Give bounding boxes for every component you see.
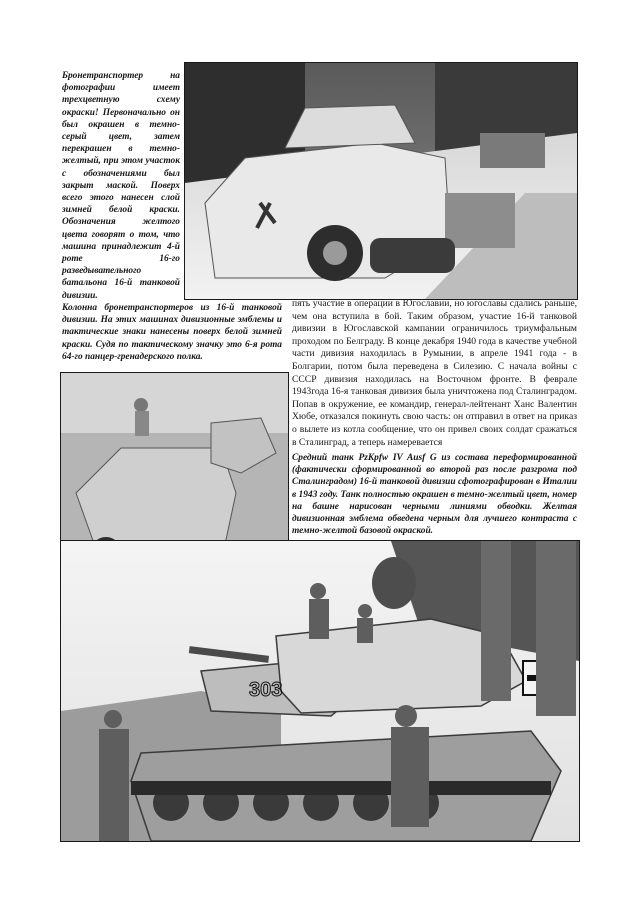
caption-column-photo: Колонна бронетранспортеров из 16-й танковой дивизии. На этих машинах дивизионные эмблемы и тактические знаки нанесены поверх белой зимней краски. Судя по тактическому значку это 6-я рота 64-го панцер-гренадерского полка. [62, 303, 282, 362]
photo-panzer-iv [60, 540, 580, 842]
caption-top-photo: Бронетранспортер на фотографии имеет трехцветную схему окраски! Первоначально он был окрашен в темно-серый цвет, затем перекрашен в темно-желтый, при этом участок с обозначениями был закрыт маской. Поверх всего этого нанесен слой зимней белой краски. Обозначения желтого цвета говорят о том, что машина принадлежит 4-й роте 16-го разведывательного батальона 16-й танковой дивизии. [62, 71, 180, 301]
photo-halftrack-winter [184, 62, 578, 300]
body-text: пять участие в операции в Югославии, но югославы сдались раньше, чем она вступила в бой. Таким образом, участие 16-й танковой дивизии в Югославской кампании ограничилось триумфальным проходом по Белграду. В конце декабря 1940 года в качестве учебной части дивизия находилась в Румынии, в апреле 1941 года - в Болгарии, потом была переведена в Силезию. С начала войны с СССР дивизия находилась на Восточном фронте. В феврале 1943года 16-я танковая дивизия была уничтожена под Сталинградом. Попав в окружение, ее командир, генерал-лейтенант Ханс Валентин Хюбе, отказался покинуть свою часть: он отправил в ответ на приказ о вылете из котла сообщение, что он привел своих солдат сражаться в Сталинград, а теперь намеревается [292, 298, 577, 448]
caption-tank-photo: Средний танк PzKpfw IV Ausf G из состава переформированной (фактически сформированной во второй раз после разгрома под Сталинградом) 16-й танковой дивизии сфотографирован в Италии в 1943 году. Танк полностью окрашен в темно-желтый цвет, номер на башне нарисован черными линиями обводки. Желтая дивизионная эмблема обведена черным для лучшего контраста с темно-желтой базовой окраской. [292, 453, 577, 537]
turret-number: 303 [249, 679, 283, 701]
